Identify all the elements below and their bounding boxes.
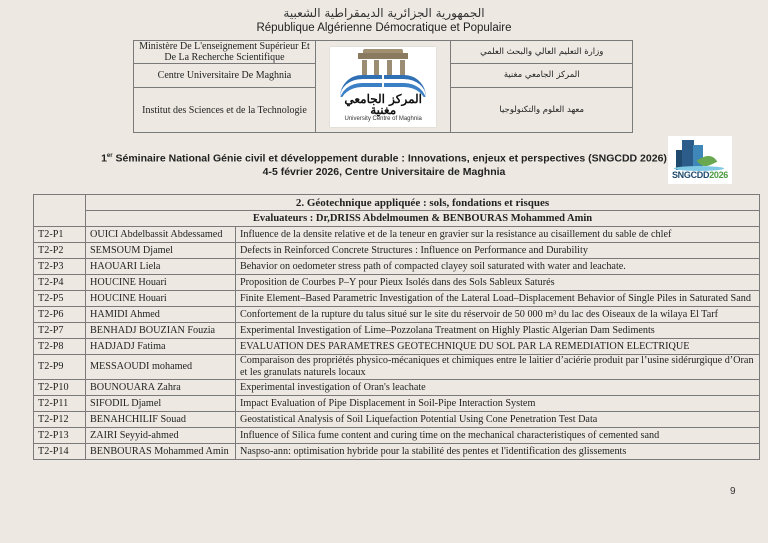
paper-author: HADJADJ Fatima: [86, 339, 236, 355]
paper-title: Influence of Silica fume content and curing time on the mechanical characteristiques of cemented sand: [236, 428, 760, 444]
arabic-republic-title: الجمهورية الجزائرية الديمقراطية الشعبية: [283, 6, 485, 20]
paper-author: BENHADJ BOUZIAN Fouzia: [86, 323, 236, 339]
centre-ar: المركز الجامعي مغنية: [451, 64, 633, 88]
ministry-ar: وزارة التعليم العالي والبحث العلمي: [451, 41, 633, 64]
paper-id: T2-P7: [34, 323, 86, 339]
page-number: 9: [730, 486, 736, 497]
paper-author: BENBOURAS Mohammed Amin: [86, 444, 236, 460]
paper-id: T2-P1: [34, 227, 86, 243]
paper-id: T2-P11: [34, 396, 86, 412]
paper-id: T2-P5: [34, 291, 86, 307]
paper-row: [34, 444, 760, 460]
paper-author: BENAHCHILIF Souad: [86, 412, 236, 428]
paper-author: HAMIDI Ahmed: [86, 307, 236, 323]
paper-id: T2-P10: [34, 380, 86, 396]
paper-row: [34, 259, 760, 275]
paper-id: T2-P2: [34, 243, 86, 259]
paper-author: BOUNOUARA Zahra: [86, 380, 236, 396]
paper-id: T2-P3: [34, 259, 86, 275]
paper-title: Influence de la densite relative et de la teneur en gravier sur la resistance au cisaillement du sable de chlef: [236, 227, 760, 243]
paper-row: [34, 307, 760, 323]
paper-author: ZAIRI Seyyid-ahmed: [86, 428, 236, 444]
paper-row: [34, 275, 760, 291]
paper-row: [34, 227, 760, 243]
paper-title: Naspso-ann: optimisation hybride pour la stabilité des pentes et l'identification des glissements: [236, 444, 760, 460]
paper-title: Experimental Investigation of Lime–Pozzolana Treatment on Highly Plastic Algerian Dam Sediments: [236, 323, 760, 339]
paper-author: HOUCINE Houari: [86, 275, 236, 291]
paper-row: [34, 380, 760, 396]
paper-id: T2-P12: [34, 412, 86, 428]
paper-title: Finite Element–Based Parametric Investigation of the Lateral Load–Displacement Behavior of Single Piles in Saturated Sand: [236, 291, 760, 307]
paper-title: Impact Evaluation of Pipe Displacement in Soil-Pipe Interaction System: [236, 396, 760, 412]
paper-id: T2-P6: [34, 307, 86, 323]
paper-author: OUICI Abdelbassit Abdessamed: [86, 227, 236, 243]
institute-fr: Institut des Sciences et de la Technologie: [134, 88, 316, 133]
session-rows: [34, 227, 760, 460]
paper-row: [34, 428, 760, 444]
paper-title: Geostatistical Analysis of Soil Liquefaction Potential Using Cone Penetration Test Data: [236, 412, 760, 428]
paper-row: [34, 291, 760, 307]
paper-title: Experimental investigation of Oran's leachate: [236, 380, 760, 396]
paper-row: [34, 355, 760, 380]
paper-id: T2-P8: [34, 339, 86, 355]
paper-title: Confortement de la rupture du talus situé sur le site du réservoir de 50 000 m³ du lac des Oiseaux de la wilaya El Tarf: [236, 307, 760, 323]
paper-author: HOUCINE Houari: [86, 291, 236, 307]
paper-id: T2-P9: [34, 355, 86, 380]
university-logo-cell: [315, 41, 451, 133]
seminar-date-location: 4-5 février 2026, Centre Universitaire de Maghnia: [262, 165, 506, 178]
paper-row: [34, 323, 760, 339]
paper-row: [34, 339, 760, 355]
paper-author: HAOUARI Liela: [86, 259, 236, 275]
paper-author: SIFODIL Djamel: [86, 396, 236, 412]
paper-row: [34, 396, 760, 412]
logo-english-name: University Centre of Maghnia: [344, 115, 422, 122]
centre-fr: Centre Universitaire De Maghnia: [134, 64, 316, 88]
session-title: 2. Géotechnique appliquée : sols, fondations et risques: [86, 195, 760, 211]
paper-row: [34, 412, 760, 428]
french-republic-title: République Algérienne Démocratique et Populaire: [256, 22, 512, 34]
paper-author: MESSAOUDI mohamed: [86, 355, 236, 380]
paper-author: SEMSOUM Djamel: [86, 243, 236, 259]
paper-title: Proposition de Courbes P–Y pour Pieux Isolés dans des Sols Sableux Saturés: [236, 275, 760, 291]
paper-title: Defects in Reinforced Concrete Structures : Influence on Performance and Durability: [236, 243, 760, 259]
institution-header-table: [133, 40, 633, 133]
paper-id: T2-P4: [34, 275, 86, 291]
paper-title: EVALUATION DES PARAMETRES GEOTECHNIQUE DU SOL PAR LA REMEDIATION ELECTRIQUE: [236, 339, 760, 355]
logo-arabic-name: المركز الجامعي مغنية: [344, 91, 423, 117]
ministry-fr: Ministère De L'enseignement Supérieur Et De La Recherche Scientifique: [134, 41, 316, 64]
paper-row: [34, 243, 760, 259]
university-logo: [330, 47, 436, 127]
sngcdd-logo: SNGCDD2026: [668, 136, 732, 184]
session-table: [33, 194, 760, 460]
paper-title: Comparaison des propriétés physico-mécaniques et chimiques entre le laitier d’aciérie produit par l’usine sidérurgique d’Oran et les granulats naturels locaux: [236, 355, 760, 380]
session-evaluators: Evaluateurs : Dr,DRISS Abdelmoumen & BENBOURAS Mohammed Amin: [86, 211, 760, 227]
paper-title: Behavior on oedometer stress path of compacted clayey soil saturated with water and leachate.: [236, 259, 760, 275]
paper-id: T2-P13: [34, 428, 86, 444]
seminar-heading: [0, 150, 768, 179]
paper-id: T2-P14: [34, 444, 86, 460]
institute-ar: معهد العلوم والتكنولوجيا: [451, 88, 633, 133]
seminar-title: 1er Séminaire National Génie civil et développement durable : Innovations, enjeux et perspectives (SNGCDD 2026): [101, 152, 667, 165]
empty-header-cell: [34, 195, 86, 227]
